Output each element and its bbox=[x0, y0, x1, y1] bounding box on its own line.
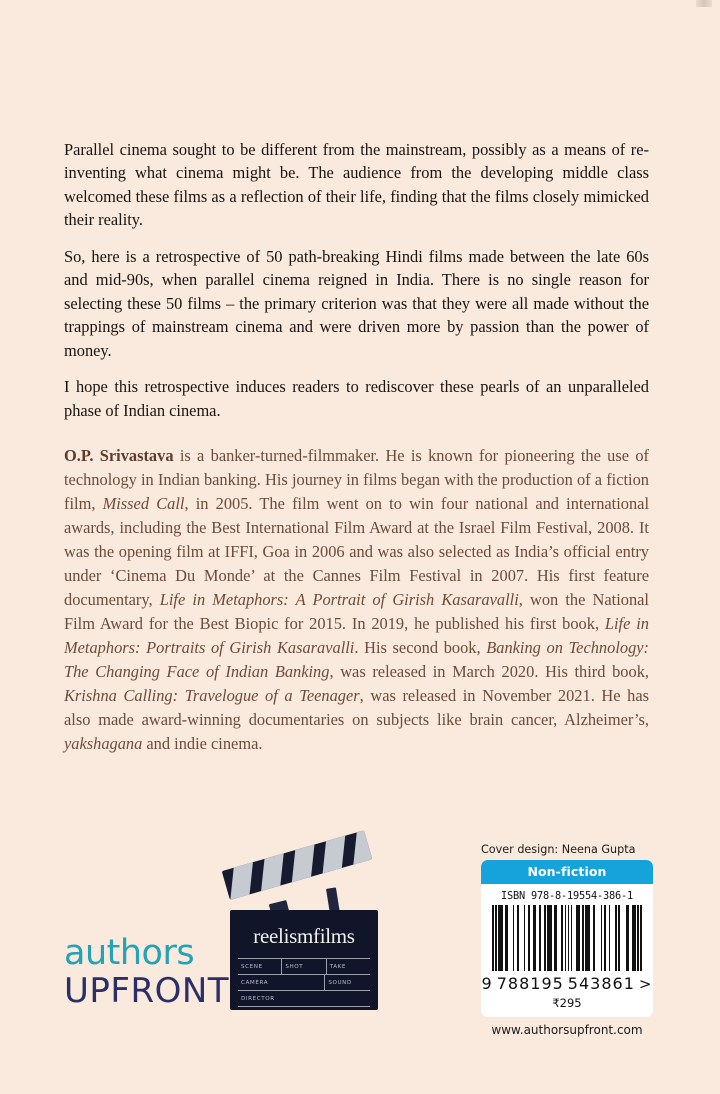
cover-design-credit: Cover design: Neena Gupta bbox=[481, 843, 636, 856]
barcode-card bbox=[481, 860, 653, 1017]
bio-segment-2: , in 2005. The film went on to win four national and international awards, including the Best International Film Award at the Israel Film Festival, 2008. It was the opening film at IFFI, Goa in 2006 and was also selected as India’s official entry under ‘Cinema Du Monde’ at the Cannes Film Festival in 2007. His first feature documentary, bbox=[64, 494, 649, 610]
author-bio-block bbox=[64, 444, 649, 756]
scan-edge-artifact bbox=[696, 0, 712, 7]
book-title-missed-call: Missed Call bbox=[102, 494, 185, 514]
clapperboard-field-rows bbox=[238, 958, 370, 1007]
clapperboard-field-shot: SHOT bbox=[282, 959, 326, 974]
book-title-banking-on-technology: Banking on Technology: The Changing Face of Indian Banking bbox=[64, 638, 649, 682]
barcode-digits bbox=[481, 971, 653, 995]
book-title-krishna-calling: Krishna Calling: Travelogue of a Teenager bbox=[64, 686, 360, 706]
bio-segment-6: , was released in November 2021. He has also made award-winning documentaries on subjects like brain cancer, Alzheimer’s, bbox=[64, 686, 649, 730]
author-bio-paragraph bbox=[64, 444, 649, 756]
barcode-bars bbox=[492, 905, 642, 971]
clapperboard-field-director: DIRECTOR bbox=[241, 995, 275, 1002]
author-name: O.P. Srivastava bbox=[64, 446, 174, 465]
price-label: ₹295 bbox=[552, 996, 582, 1010]
isbn-barcode-area bbox=[481, 843, 653, 1037]
book-title-life-in-metaphors-portraits: Life in Metaphors: Portraits of Girish Kasaravalli bbox=[64, 614, 649, 658]
barcode-digit-group-3: 543861 bbox=[567, 974, 635, 993]
genre-badge: Non-fiction bbox=[481, 860, 653, 884]
publisher-logo-line-2: UPFRONT bbox=[64, 971, 230, 1011]
clapperboard-row-2 bbox=[238, 974, 370, 990]
isbn-number: ISBN 978-8-19554-386-1 bbox=[501, 890, 633, 902]
bio-segment-1: is a banker-turned-filmmaker. He is known for pioneering the use of technology in Indian banking. His journey in films began with the production of a fiction film, bbox=[64, 446, 649, 514]
blurb-paragraph-2: So, here is a retrospective of 50 path-breaking Hindi films made between the late 60s and mid-90s, when parallel cinema reigned in India. There is no single reason for selecting these 50 films – the primary criterion was that they were all made without the trappings of mainstream cinema and were driven more by passion than the power of money. bbox=[64, 246, 649, 360]
barcode-caret: > bbox=[638, 975, 653, 993]
term-yakshagana: yakshagana bbox=[64, 734, 143, 754]
clapperboard-field-camera: CAMERA bbox=[238, 975, 325, 990]
bio-segment-5: , was released in March 2020. His third book, bbox=[329, 662, 649, 682]
clapperboard-brand-label: reelismfilms bbox=[253, 924, 355, 948]
clapperboard-field-take: TAKE bbox=[329, 963, 347, 970]
clapperboard-field-scene: SCENE bbox=[238, 959, 282, 974]
clapperboard-row-1 bbox=[238, 958, 370, 974]
publisher-website: www.authorsupfront.com bbox=[491, 1023, 643, 1037]
clapperboard-field-sound: SOUND bbox=[328, 979, 352, 986]
blurb-paragraph-1: Parallel cinema sought to be different from the mainstream, possibly as a means of re-inventing what cinema might be. The audience from the developing middle class welcomed these films as a reflection of their life, finding that the films closely mimicked their reality. bbox=[64, 140, 649, 230]
clapperboard-top-bar bbox=[222, 830, 373, 900]
bio-segment-4: . His second book, bbox=[354, 638, 487, 658]
film-title-life-in-metaphors-portrait: Life in Metaphors: A Portrait of Girish Kasaravalli bbox=[159, 590, 519, 610]
barcode-digit-group-1: 9 bbox=[481, 974, 493, 993]
clapperboard-row-3 bbox=[238, 990, 370, 1007]
clapperboard-icon bbox=[228, 862, 380, 1014]
blurb-text-block bbox=[64, 138, 649, 422]
publisher-logo-authors-upfront bbox=[64, 933, 230, 1011]
bio-segment-7: and indie cinema. bbox=[142, 734, 263, 754]
clapperboard-body bbox=[230, 910, 378, 1010]
bio-segment-3: , won the National Film Award for the Best Biopic for 2015. In 2019, he published his first book, bbox=[64, 590, 649, 634]
blurb-paragraph-3: I hope this retrospective induces readers to rediscover these pearls of an unparalleled phase of Indian cinema. bbox=[64, 377, 649, 420]
barcode-digit-group-2: 788195 bbox=[496, 974, 564, 993]
publisher-logo-line-1: authors bbox=[64, 933, 195, 973]
